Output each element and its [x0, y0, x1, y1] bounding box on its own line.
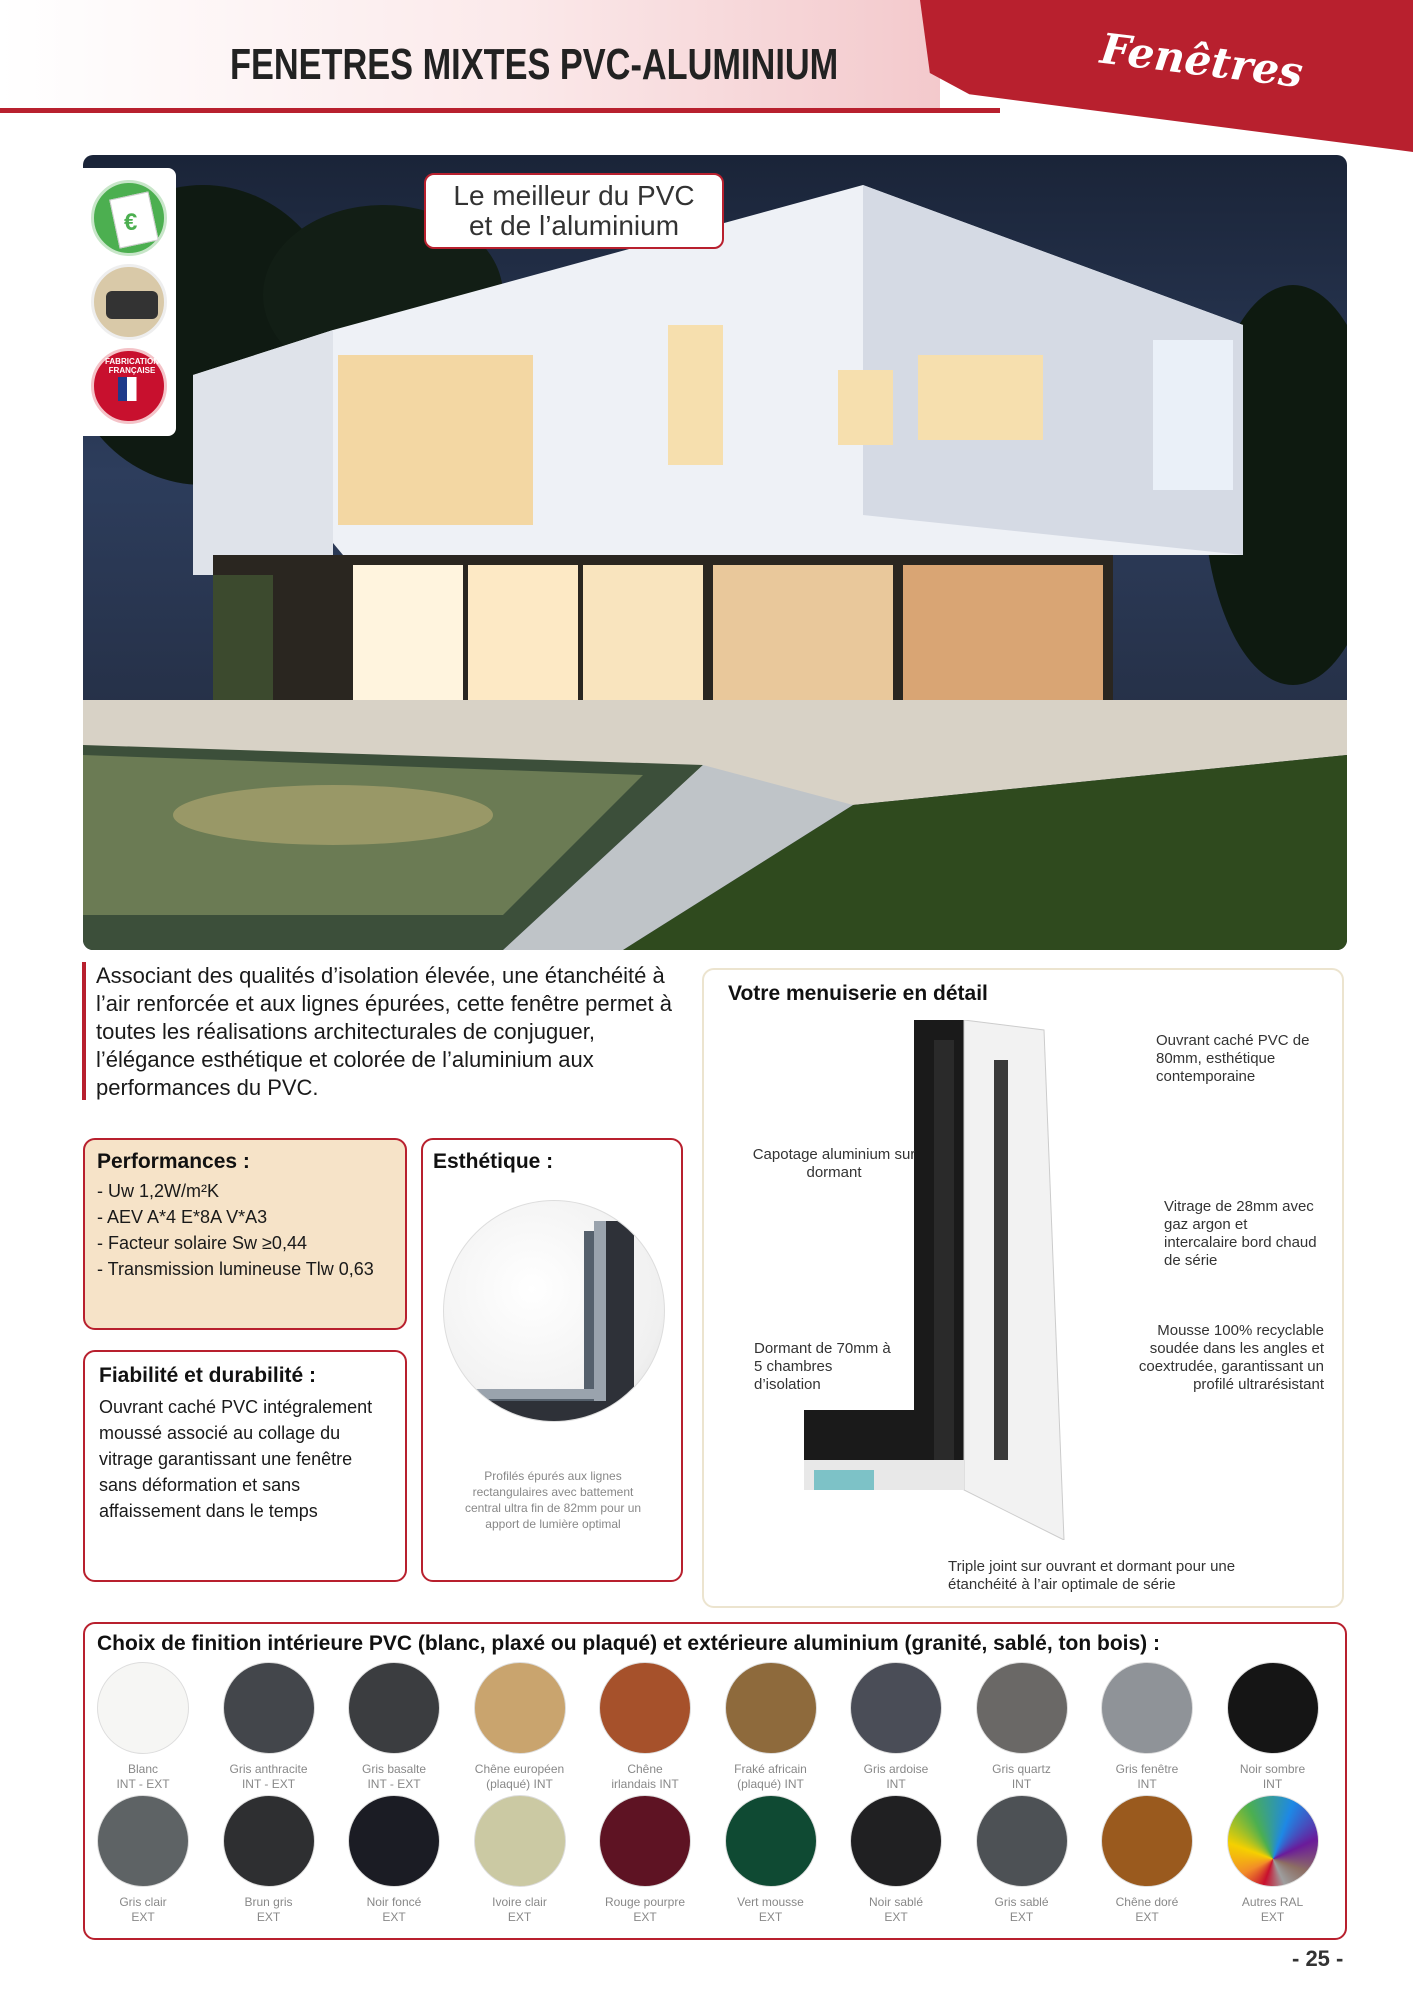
swatch-name: Gris sablé — [994, 1895, 1049, 1909]
swatch-color — [474, 1662, 566, 1754]
swatch-label — [348, 1895, 440, 1925]
swatch-color — [97, 1795, 189, 1887]
swatch-sub: INT — [1137, 1777, 1157, 1791]
swatch-name: Gris clair — [119, 1895, 167, 1909]
swatch-sub: EXT — [633, 1910, 657, 1924]
swatch-label — [1101, 1895, 1193, 1925]
swatch-name: Fraké africain — [734, 1762, 807, 1776]
swatch-color — [1227, 1662, 1319, 1754]
swatch-label — [223, 1762, 315, 1792]
house-illustration — [83, 155, 1347, 950]
swatch-color — [976, 1662, 1068, 1754]
swatch-sub: INT - EXT — [116, 1777, 170, 1791]
finish-swatch — [348, 1662, 440, 1792]
finish-swatch — [1101, 1662, 1193, 1792]
swatch-label — [599, 1895, 691, 1925]
swatch-sub: EXT — [382, 1910, 406, 1924]
hero-caption — [424, 173, 724, 249]
swatch-sub: EXT — [1260, 1910, 1285, 1924]
france-flag-icon: FABRICATION FRANÇAISE — [91, 348, 167, 424]
finish-swatch — [223, 1795, 315, 1925]
finish-swatch — [599, 1662, 691, 1792]
euro-document-icon: € — [91, 180, 167, 256]
finish-swatch — [1227, 1795, 1319, 1925]
swatch-sub: INT - EXT — [367, 1777, 421, 1791]
swatch-name: Gris basalte — [361, 1762, 427, 1776]
swatch-name: Noir sombre — [1239, 1762, 1306, 1776]
swatch-sub: EXT — [884, 1910, 908, 1924]
esthetique-caption: Profilés épurés aux lignes rectangulaires avec battement central ultra fin de 82mm pour un apport de lumière optimal — [464, 1469, 642, 1531]
finish-swatch — [97, 1662, 189, 1792]
swatch-label — [474, 1895, 566, 1925]
swatch-name: Brun gris — [244, 1895, 293, 1909]
swatch-color — [1101, 1795, 1193, 1887]
esthetique-title: Esthétique : — [433, 1150, 554, 1173]
swatch-label — [1101, 1762, 1193, 1792]
performances-title: Performances : — [97, 1150, 250, 1173]
list-item: - Facteur solaire Sw ≥0,44 — [97, 1233, 307, 1253]
fiabilite-title: Fiabilité et durabilité : — [99, 1364, 317, 1387]
swatch-label — [850, 1895, 942, 1925]
finish-swatch — [223, 1662, 315, 1792]
swatch-name: Chêne — [627, 1762, 663, 1776]
swatch-name: Ivoire clair — [492, 1895, 547, 1909]
swatch-label — [97, 1762, 189, 1792]
swatch-color — [97, 1662, 189, 1754]
annotation-capotage: Capotage aluminium sur dormant — [752, 1146, 916, 1181]
swatch-sub: EXT — [1135, 1910, 1159, 1924]
list-item: - Uw 1,2W/m²K — [97, 1181, 220, 1201]
swatch-name: Chêne doré — [1115, 1895, 1179, 1909]
swatch-label — [1227, 1895, 1319, 1925]
finish-swatch — [976, 1795, 1068, 1925]
finish-swatch — [97, 1795, 189, 1925]
measuring-tape-icon — [91, 264, 167, 340]
swatch-color — [474, 1795, 566, 1887]
hero-caption-line1: Le meilleur du PVC — [453, 180, 695, 211]
swatch-label — [976, 1762, 1068, 1792]
swatch-sub: INT — [1011, 1777, 1032, 1791]
swatch-name: Gris ardoise — [863, 1762, 929, 1776]
finish-swatch — [1227, 1662, 1319, 1792]
swatch-name: Gris anthracite — [229, 1762, 308, 1776]
finish-swatch — [850, 1795, 942, 1925]
intro-paragraph: Associant des qualités d’isolation élevée, une étanchéité à l’air renforcée et aux lignes épurées, cette fenêtre permet à toutes les réalisations architecturales de conjuguer, l’élégance esthétique et colorée de l’aluminium aux performances du PVC. — [82, 962, 682, 1100]
swatch-name: Blanc — [127, 1762, 159, 1776]
swatch-label — [850, 1762, 942, 1792]
swatch-sub: (plaqué) INT — [486, 1777, 553, 1791]
swatch-label — [599, 1762, 691, 1792]
swatch-sub: EXT — [131, 1910, 155, 1924]
performances-list — [97, 1178, 393, 1282]
page-title: FENETRES MIXTES PVC-ALUMINIUM — [230, 40, 839, 89]
finish-swatch — [725, 1662, 817, 1792]
swatch-sub: INT — [1262, 1777, 1283, 1791]
header-rule — [0, 108, 1000, 113]
finish-swatch — [1101, 1795, 1193, 1925]
swatch-name: Noir sablé — [868, 1895, 924, 1909]
swatch-sub: INT — [886, 1777, 906, 1791]
annotation-mousse: Mousse 100% recyclable soudée dans les angles et coextrudée, garantissant un profilé ultrarésistant — [1138, 1322, 1324, 1393]
swatch-label — [97, 1895, 189, 1925]
swatch-name: Gris fenêtre — [1115, 1762, 1179, 1776]
swatch-name: Gris quartz — [992, 1762, 1051, 1776]
swatch-sub: EXT — [1009, 1910, 1034, 1924]
swatch-color — [725, 1795, 817, 1887]
finish-swatch — [474, 1795, 566, 1925]
finish-swatch — [599, 1795, 691, 1925]
swatch-name: Noir foncé — [366, 1895, 422, 1909]
swatch-sub: irlandais INT — [611, 1777, 679, 1791]
swatch-label — [725, 1895, 817, 1925]
swatch-color — [1227, 1795, 1319, 1887]
performances-box — [83, 1138, 407, 1330]
finish-swatch — [850, 1662, 942, 1792]
label-badges — [83, 168, 176, 436]
annotation-ouvrant: Ouvrant caché PVC de 80mm, esthétique contemporaine — [1156, 1032, 1310, 1085]
page-header — [0, 0, 1413, 160]
swatch-label — [976, 1895, 1068, 1925]
finishes-box — [83, 1622, 1347, 1940]
swatch-color — [348, 1662, 440, 1754]
swatch-color — [599, 1662, 691, 1754]
swatch-color — [348, 1795, 440, 1887]
swatch-color — [850, 1662, 942, 1754]
swatch-sub: EXT — [758, 1910, 783, 1924]
swatch-label — [474, 1762, 566, 1792]
finish-swatch — [474, 1662, 566, 1792]
page-number: - 25 - — [1292, 1946, 1344, 1971]
list-item: - Transmission lumineuse Tlw 0,63 — [97, 1259, 374, 1279]
profile-cross-section — [794, 1020, 1094, 1540]
swatch-sub: (plaqué) INT — [737, 1777, 804, 1791]
list-item: - AEV A*4 E*8A V*A3 — [97, 1207, 268, 1227]
swatch-color — [599, 1795, 691, 1887]
annotation-triple-joint: Triple joint sur ouvrant et dormant pour une étanchéité à l’air optimale de série — [948, 1558, 1236, 1593]
swatch-label — [223, 1895, 315, 1925]
swatch-color — [850, 1795, 942, 1887]
finishes-title: Choix de finition intérieure PVC (blanc, plaxé ou plaqué) et extérieure aluminium (granité, sablé, ton bois) : — [97, 1632, 1161, 1655]
esthetique-box — [421, 1138, 683, 1582]
swatch-sub: EXT — [256, 1910, 281, 1924]
section-tab-label: Fenêtres — [1097, 23, 1306, 98]
finish-swatch — [725, 1795, 817, 1925]
hero-caption-line2: et de l’aluminium — [468, 210, 680, 241]
swatch-name: Vert mousse — [737, 1895, 804, 1909]
swatch-sub: EXT — [507, 1910, 532, 1924]
finish-swatch — [976, 1662, 1068, 1792]
swatch-label — [725, 1762, 817, 1792]
swatch-name: Chêne européen — [474, 1762, 565, 1776]
swatch-name: Autres RAL — [1241, 1895, 1304, 1909]
detail-title: Votre menuiserie en détail — [728, 982, 988, 1005]
swatch-color — [976, 1795, 1068, 1887]
detail-box — [702, 968, 1344, 1608]
window-profile-closeup — [443, 1200, 665, 1422]
annotation-vitrage: Vitrage de 28mm avec gaz argon et intercalaire bord chaud de série — [1164, 1198, 1317, 1269]
swatch-name: Rouge pourpre — [604, 1895, 686, 1909]
swatch-color — [1101, 1662, 1193, 1754]
swatch-label — [1227, 1762, 1319, 1792]
fiabilite-box — [83, 1350, 407, 1582]
finish-swatch — [348, 1795, 440, 1925]
swatch-color — [725, 1662, 817, 1754]
swatch-color — [223, 1662, 315, 1754]
swatch-sub: INT - EXT — [241, 1777, 296, 1791]
annotation-dormant: Dormant de 70mm à 5 chambres d’isolation — [754, 1340, 891, 1393]
hero-house-photo — [83, 155, 1347, 950]
swatch-color — [223, 1795, 315, 1887]
swatch-label — [348, 1762, 440, 1792]
fiabilite-text: Ouvrant caché PVC intégralement moussé associé au collage du vitrage garantissant une fenêtre sans déformation et sans affaissement dans le temps — [99, 1397, 373, 1521]
